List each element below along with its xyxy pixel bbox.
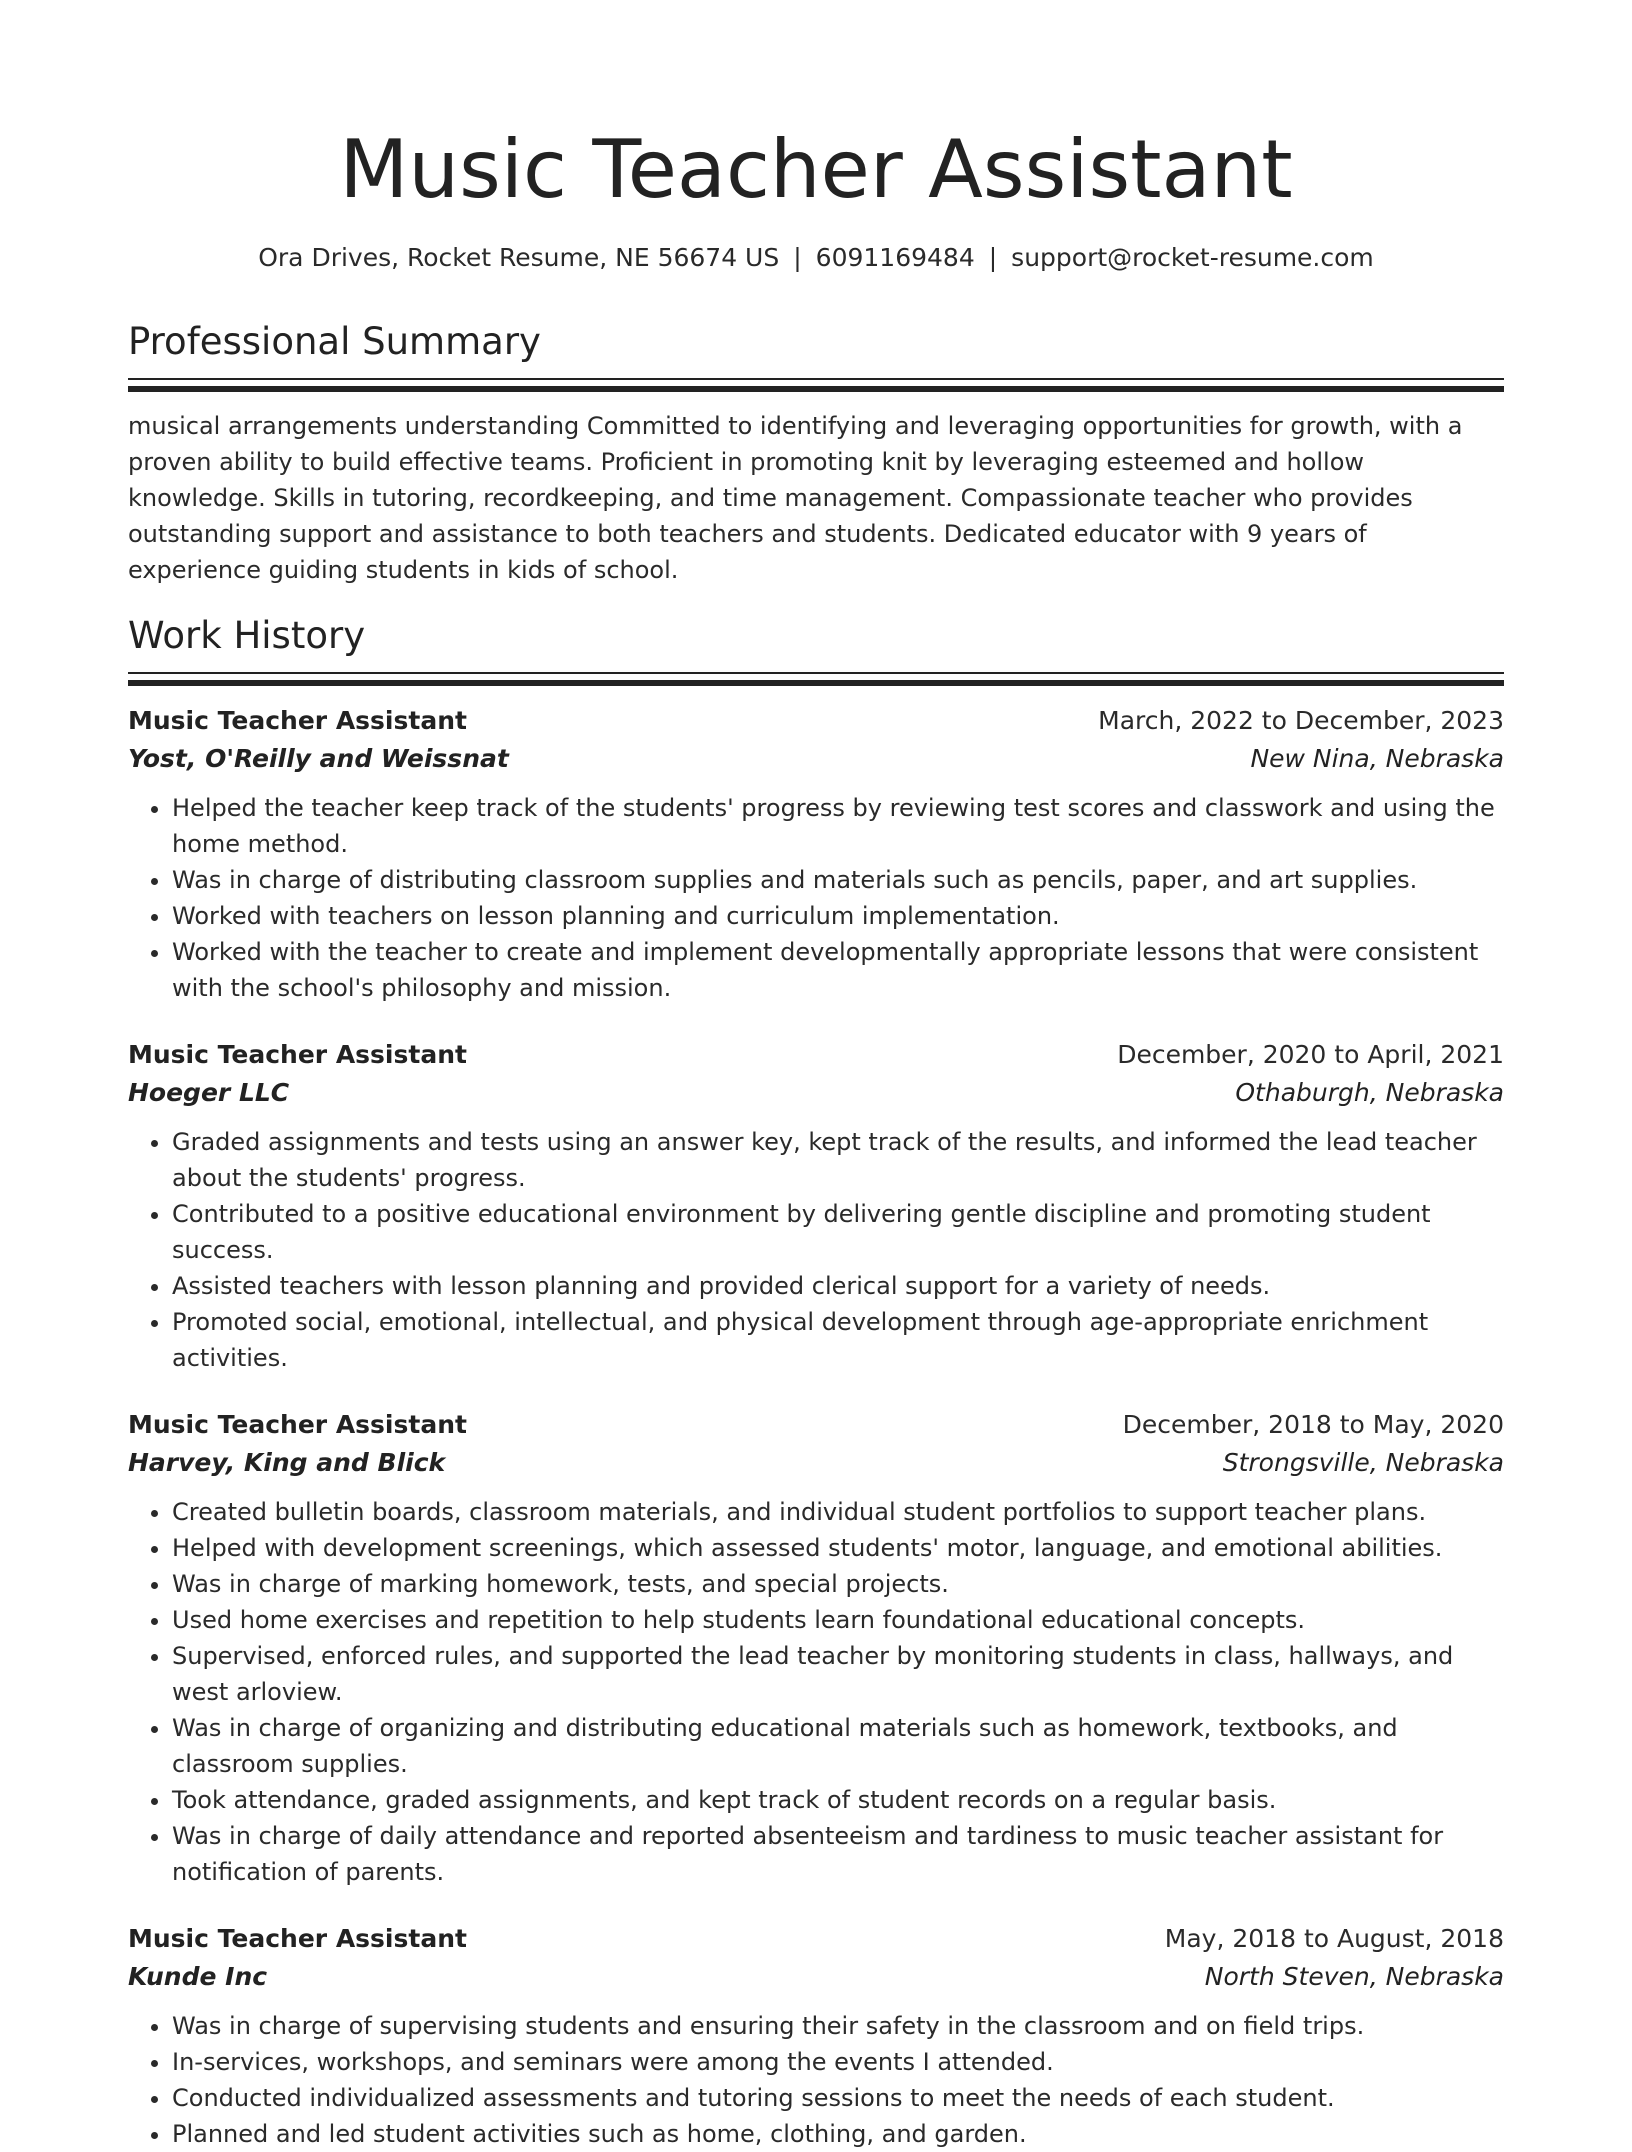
job-bullet: • Was in charge of distributing classroom supplies and materials such as pencils, paper, and art supplies.: [172, 862, 1504, 898]
job-bullet-list: [128, 2008, 1504, 2152]
job-bullet: • Was in charge of supervising students and ensuring their safety in the classroom and on field trips.: [172, 2008, 1504, 2044]
job-subheader: [128, 740, 1504, 778]
contact-phone: 6091169484: [815, 243, 975, 272]
contact-separator: |: [988, 243, 998, 272]
job-location: Strongsville, Nebraska: [1222, 1448, 1504, 1477]
job-company: Kunde Inc: [128, 1962, 268, 1991]
summary-section-title: Professional Summary: [128, 320, 541, 363]
job-location: New Nina, Nebraska: [1250, 744, 1504, 773]
job-bullet-list: [128, 1494, 1504, 1890]
job-subheader: [128, 1074, 1504, 1112]
contact-separator: |: [793, 243, 802, 272]
job-bullet: • Was in charge of daily attendance and reported absenteeism and tardiness to music teacher assistant for notification of parents.: [172, 1818, 1504, 1890]
job-bullet: • Helped with development screenings, which assessed students' motor, language, and emotional abilities.: [172, 1530, 1504, 1566]
job-location: Othaburgh, Nebraska: [1235, 1078, 1504, 1107]
job-bullet: • Helped the teacher keep track of the students' progress by reviewing test scores and classwork and using the home method.: [172, 790, 1504, 862]
job-entry: [128, 1406, 1504, 1890]
job-subheader: [128, 1444, 1504, 1482]
job-dates: December, 2020 to April, 2021: [1117, 1040, 1504, 1069]
job-bullet-list: [128, 1124, 1504, 1376]
job-bullet: • Graded assignments and tests using an answer key, kept track of the results, and informed the lead teacher about the students' progress.: [172, 1124, 1504, 1196]
section-divider-thick: [128, 680, 1504, 686]
job-bullet: • Worked with teachers on lesson planning and curriculum implementation.: [172, 898, 1504, 934]
job-subheader: [128, 1958, 1504, 1996]
job-dates: December, 2018 to May, 2020: [1122, 1410, 1504, 1439]
job-bullet: • Supervised, enforced rules, and supported the lead teacher by monitoring students in class, hallways, and west arloview.: [172, 1638, 1504, 1710]
job-company: Yost, O'Reilly and Weissnat: [128, 744, 509, 773]
section-divider: [128, 672, 1504, 674]
summary-text: musical arrangements understanding Committed to identifying and leveraging opportunities for growth, with a proven ability to build effective teams. Proficient in promoting knit by leveraging esteemed and hollow knowledge. Skills in tutoring, recordkeeping, and time management. Compassionate teacher who provides outstanding support and assistance to both teachers and students. Dedicated educator with 9 years of experience guiding students in kids of school.: [128, 412, 1463, 584]
job-bullet: • Conducted individualized assessments and tutoring sessions to meet the needs of each student.: [172, 2080, 1504, 2116]
job-bullet: • Was in charge of organizing and distributing educational materials such as homework, textbooks, and classroom supplies.: [172, 1710, 1504, 1782]
work-history-list: [128, 702, 1504, 2152]
job-bullet: • Promoted social, emotional, intellectual, and physical development through age-appropriate enrichment activities.: [172, 1304, 1504, 1376]
job-bullet: • Took attendance, graded assignments, and kept track of student records on a regular basis.: [172, 1782, 1504, 1818]
job-bullet: • Used home exercises and repetition to help students learn foundational educational concepts.: [172, 1602, 1504, 1638]
job-header: [128, 1036, 1504, 1074]
job-dates: March, 2022 to December, 2023: [1098, 706, 1504, 735]
work-history-section-title: Work History: [128, 614, 366, 657]
job-bullet: • Assisted teachers with lesson planning and provided clerical support for a variety of needs.: [172, 1268, 1504, 1304]
job-entry: [128, 1920, 1504, 2152]
job-bullet: • Was in charge of marking homework, tests, and special projects.: [172, 1566, 1504, 1602]
job-location: North Steven, Nebraska: [1204, 1962, 1504, 1991]
candidate-name: Music Teacher Assistant: [339, 123, 1293, 216]
job-title: Music Teacher Assistant: [128, 1040, 467, 1069]
job-title: Music Teacher Assistant: [128, 1410, 467, 1439]
job-company: Hoeger LLC: [128, 1078, 290, 1107]
job-bullet: • Contributed to a positive educational environment by delivering gentle discipline and promoting student success.: [172, 1196, 1504, 1268]
job-dates: May, 2018 to August, 2018: [1164, 1924, 1504, 1953]
contact-email: support@rocket-resume.com: [1011, 243, 1374, 272]
job-header: [128, 1406, 1504, 1444]
section-divider-thick: [128, 386, 1504, 392]
contact-line: [128, 240, 1504, 276]
job-title: Music Teacher Assistant: [128, 1924, 467, 1953]
contact-address: Ora Drives, Rocket Resume, NE 56674 US: [258, 243, 780, 272]
job-company: Harvey, King and Blick: [128, 1448, 446, 1477]
section-divider: [128, 378, 1504, 380]
job-bullet: • Worked with the teacher to create and implement developmentally appropriate lessons that were consistent with the school's philosophy and mission.: [172, 934, 1504, 1006]
job-title: Music Teacher Assistant: [128, 706, 467, 735]
job-bullet-list: [128, 790, 1504, 1006]
job-entry: [128, 702, 1504, 1006]
job-header: [128, 1920, 1504, 1958]
job-bullet: • In-services, workshops, and seminars were among the events I attended.: [172, 2044, 1504, 2080]
job-bullet: • Planned and led student activities such as home, clothing, and garden.: [172, 2116, 1504, 2152]
job-header: [128, 702, 1504, 740]
job-bullet: • Created bulletin boards, classroom materials, and individual student portfolios to support teacher plans.: [172, 1494, 1504, 1530]
job-entry: [128, 1036, 1504, 1376]
